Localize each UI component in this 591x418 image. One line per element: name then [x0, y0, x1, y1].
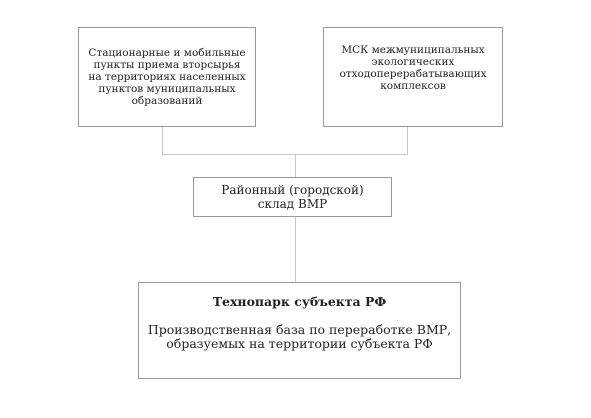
msk-line-4: комплексов [380, 80, 446, 92]
connector-to-warehouse [295, 154, 296, 177]
warehouse-line-2: склад ВМР [257, 197, 328, 211]
collection-points-box [78, 27, 256, 127]
collection-points-line-1: Стационарные и мобильные [88, 47, 246, 59]
technopark-box [138, 282, 461, 379]
collection-points-line-4: пунктов муниципальных [98, 83, 236, 95]
msk-line-2: экологических [371, 56, 455, 68]
technopark-line-2: образуемых на территории субъекта РФ [166, 336, 433, 351]
collection-points-line-2: пункты приема вторсырья [93, 59, 241, 71]
msk-complexes-box [323, 27, 503, 127]
connector-left-down [162, 127, 163, 155]
collection-points-line-5: образований [131, 95, 203, 107]
connector-right-down [407, 127, 408, 155]
technopark-title: Технопарк субъекта РФ [212, 294, 387, 309]
warehouse-line-1: Районный (городской) [221, 183, 364, 197]
collection-points-line-3: на территориях населенных [88, 71, 246, 83]
connector-to-technopark [295, 217, 296, 282]
msk-line-1: МСК межмуниципальных [341, 44, 485, 56]
connector-horizontal [162, 154, 408, 155]
warehouse-box [193, 177, 392, 217]
technopark-line-1: Производственная база по переработке ВМР, [147, 322, 452, 337]
msk-line-3: отходоперерабатывающих [339, 68, 487, 80]
